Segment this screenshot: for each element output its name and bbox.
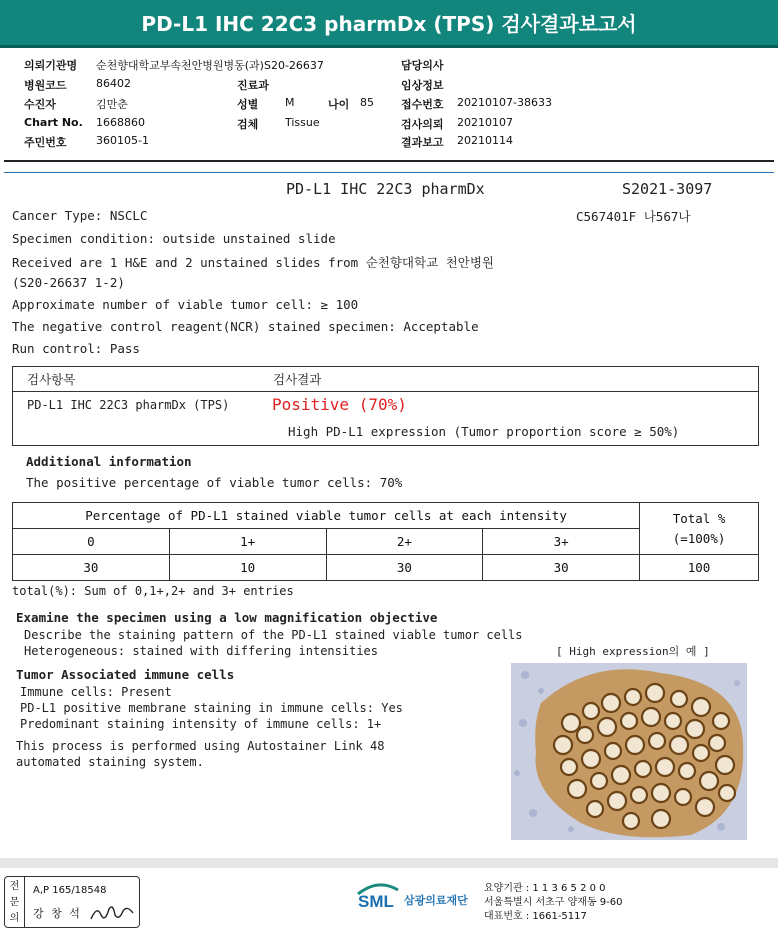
institution-code: 요양기관 : 1 1 3 6 5 2 0 0	[484, 883, 606, 894]
stamp-side-char: 의	[9, 913, 20, 924]
process-line: This process is performed using Autostainer Link 48	[16, 739, 385, 753]
header-divider	[4, 160, 774, 162]
examine-line: Describe the staining pattern of the PD-L1 stained viable tumor cells	[24, 628, 523, 642]
stamp-side-char: 문	[9, 897, 20, 908]
header-label: Chart No.	[24, 116, 83, 129]
immune-line: PD-L1 positive membrane staining in immune cells: Yes	[20, 701, 403, 715]
header-value: 1668860	[96, 116, 145, 129]
address: 서울특별시 서초구 양재동 9-60	[484, 897, 623, 908]
intensity-value: 10	[169, 555, 326, 581]
header-label: 접수번호	[401, 98, 444, 111]
report-line: Specimen condition: outside unstained slide	[12, 231, 336, 246]
table-note: total(%): Sum of 0,1+,2+ and 3+ entries	[12, 584, 294, 598]
logo-mark-icon	[356, 880, 400, 910]
total-header-line: Total %	[672, 510, 726, 526]
header-label: 의뢰기관명	[24, 59, 78, 72]
header-value-specimen: Tissue	[285, 116, 320, 129]
report-line: Received are 1 H&E and 2 unstained slides from 순천향대학교 천안병원	[12, 255, 494, 270]
header-label: 수진자	[24, 98, 56, 111]
examine-heading: Examine the specimen using a low magnification objective	[16, 610, 438, 625]
header-label: 병원코드	[24, 79, 67, 92]
immune-line: Predominant staining intensity of immune cells: 1+	[20, 717, 382, 731]
pathologist-stamp	[4, 876, 140, 928]
process-line: automated staining system.	[16, 755, 204, 769]
header-value-sex: M	[285, 96, 295, 109]
header-label: 주민번호	[24, 136, 67, 149]
result-col-header-result: 검사결과	[273, 372, 322, 387]
org-name: 삼광의료재단	[404, 894, 468, 907]
intensity-value: 30	[13, 555, 170, 581]
signature-icon	[89, 901, 135, 923]
sml-logo	[356, 880, 468, 914]
total-header-line: (=100%)	[672, 530, 726, 546]
intensity-level: 1+	[169, 529, 326, 555]
image-caption: [ High expression의 예 ]	[556, 645, 710, 658]
header-label: 담당의사	[401, 59, 444, 72]
additional-heading: Additional information	[26, 454, 192, 469]
report-line: (S20-26637 1-2)	[12, 275, 125, 290]
intensity-level: 2+	[326, 529, 483, 555]
logo-text: SML	[358, 892, 394, 910]
result-interpretation: High PD-L1 expression (Tumor proportion score ≥ 50%)	[288, 424, 680, 439]
examine-line: Heterogeneous: stained with differing intensities	[24, 644, 379, 658]
doctor-name: 강 창 석	[33, 907, 82, 920]
result-box	[12, 366, 759, 446]
report-line: The negative control reagent(NCR) stained specimen: Acceptable	[12, 319, 479, 334]
test-name: PD-L1 IHC 22C3 pharmDx	[286, 180, 485, 198]
header-value: 20210107	[457, 116, 513, 129]
report-divider	[4, 172, 774, 173]
result-positive: Positive (70%)	[272, 395, 407, 414]
result-item: PD-L1 IHC 22C3 pharmDx (TPS)	[27, 398, 230, 412]
footer-contact	[484, 882, 623, 924]
intensity-level: 0	[13, 529, 170, 555]
report-line: Run control: Pass	[12, 341, 140, 356]
intensity-table-total-header	[640, 503, 759, 555]
intensity-level: 3+	[483, 529, 640, 555]
phone: 대표번호 : 1661-5117	[484, 911, 587, 922]
header-value: 360105-1	[96, 134, 149, 147]
report-code: C567401F 나567나	[576, 209, 691, 224]
immune-line: Immune cells: Present	[20, 685, 172, 699]
specimen-micrograph-image	[511, 663, 747, 840]
intensity-value: 30	[326, 555, 483, 581]
header-label-age: 나이	[328, 98, 350, 111]
header-label: 결과보고	[401, 136, 444, 149]
header-value: 순천향대학교부속천안병원병동(과)S20-26637	[96, 59, 324, 72]
report-line: Cancer Type: NSCLC	[12, 208, 148, 223]
header-value: 86402	[96, 77, 131, 90]
header-label: 임상정보	[401, 79, 444, 92]
report-number: S2021-3097	[622, 180, 713, 198]
header-label-dept: 진료과	[237, 79, 269, 92]
header-value: 김만춘	[96, 98, 128, 111]
report-title: PD-L1 IHC 22C3 pharmDx (TPS) 검사결과보고서	[0, 0, 778, 48]
result-box-divider	[13, 391, 758, 392]
header-label-sex: 성별	[237, 98, 259, 111]
stamp-side-char: 전	[9, 881, 20, 892]
intensity-value: 30	[483, 555, 640, 581]
header-value-age: 85	[360, 96, 374, 109]
additional-text: The positive percentage of viable tumor cells: 70%	[26, 475, 403, 490]
header-value: 20210114	[457, 134, 513, 147]
intensity-table	[12, 502, 759, 581]
header-label-specimen: 검체	[237, 118, 259, 131]
result-col-header-item: 검사항목	[27, 372, 76, 387]
immune-heading: Tumor Associated immune cells	[16, 667, 235, 682]
header-label: 검사의뢰	[401, 118, 444, 131]
intensity-total: 100	[640, 555, 759, 581]
ap-number: A,P 165/18548	[33, 885, 107, 896]
report-line: Approximate number of viable tumor cell: ≥ 100	[12, 297, 359, 312]
header-value: 20210107-38633	[457, 96, 552, 109]
intensity-table-header: Percentage of PD-L1 stained viable tumor cells at each intensity	[13, 503, 640, 529]
stamp-side-label	[5, 877, 25, 927]
footer-bar	[0, 858, 778, 868]
